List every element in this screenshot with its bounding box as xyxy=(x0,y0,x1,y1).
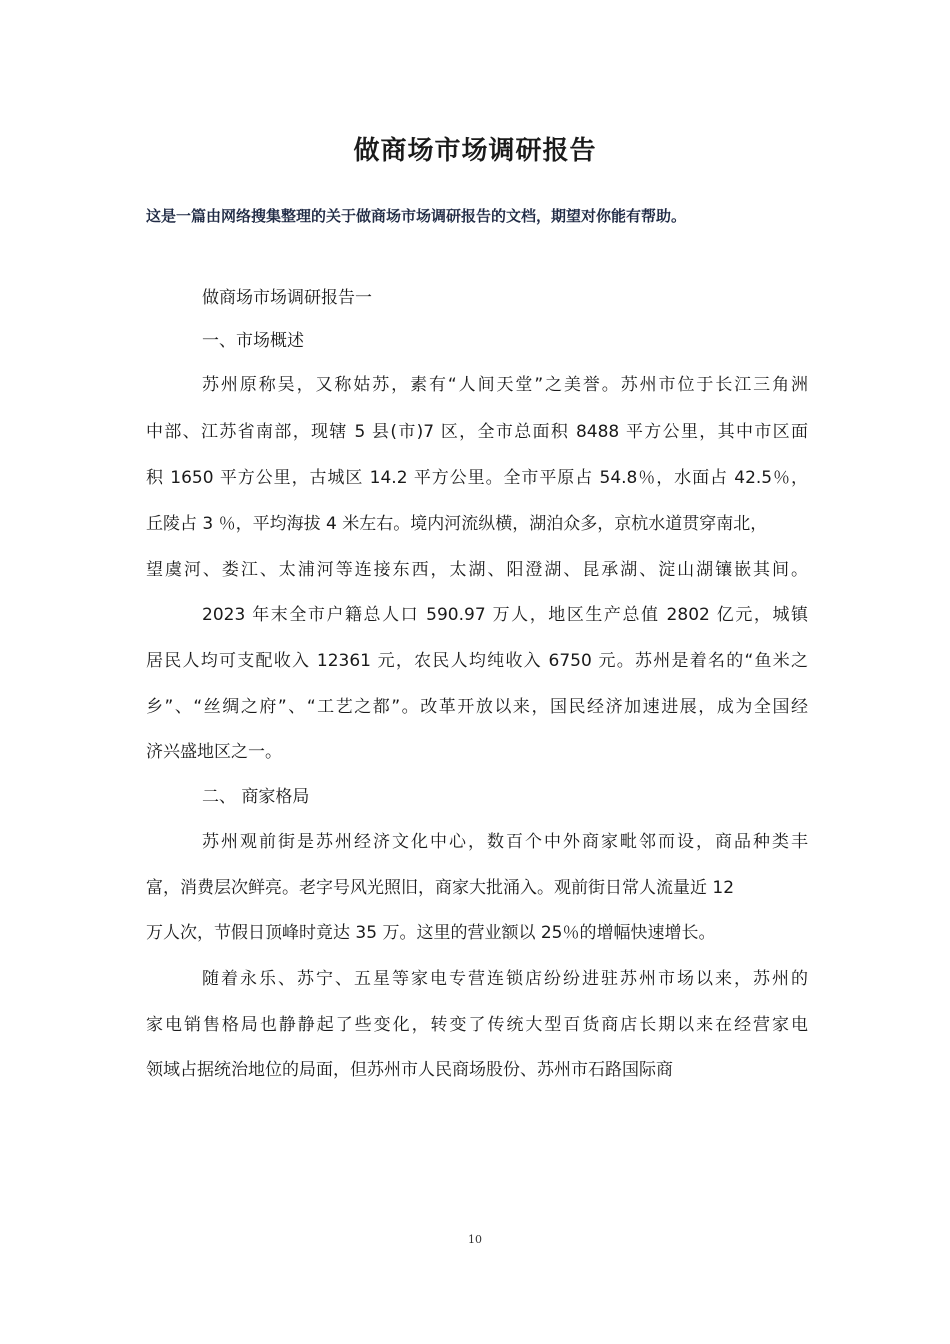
page-number: 10 xyxy=(468,1233,482,1246)
body-line: 丘陵占 3 ％，平均海拔 4 米左右。境内河流纵横，湖泊众多，京杭水道贯穿南北， xyxy=(146,514,768,534)
section-heading-overview: 一、市场概述 xyxy=(202,331,304,351)
intro-text: 这是一篇由网络搜集整理的关于做商场市场调研报告的文档，期望对你能有帮助。 xyxy=(146,207,687,225)
body-line: 积 1650 平方公里，古城区 14.2 平方公里。全市平原占 54.8％，水面占 42.5％， xyxy=(146,468,808,488)
heading-report-one: 做商场市场调研报告一 xyxy=(202,288,372,308)
body-line: 家电销售格局也静静起了些变化，转变了传统大型百货商店长期以来在经营家电 xyxy=(146,1015,808,1035)
section-heading-merchants: 二、 商家格局 xyxy=(202,787,310,807)
body-line: 富，消费层次鲜亮。老字号风光照旧，商家大批涌入。观前街日常人流量近 12 xyxy=(146,878,735,898)
body-line: 望虞河、娄江、太浦河等连接东西，太湖、阳澄湖、昆承湖、淀山湖镶嵌其间。 xyxy=(146,560,808,580)
body-line: 居民人均可支配收入 12361 元，农民人均纯收入 6750 元。苏州是着名的“鱼米之 xyxy=(146,651,808,671)
body-line: 苏州观前街是苏州经济文化中心，数百个中外商家毗邻而设，商品种类丰 xyxy=(202,832,808,852)
body-line: 2023 年末全市户籍总人口 590.97 万人，地区生产总值 2802 亿元，城镇 xyxy=(202,605,808,625)
document-title: 做商场市场调研报告 xyxy=(353,136,597,166)
body-line: 领域占据统治地位的局面，但苏州市人民商场股份、苏州市石路国际商 xyxy=(146,1060,673,1080)
body-line: 苏州原称吴，又称姑苏，素有“人间天堂”之美誉。苏州市位于长江三角洲 xyxy=(202,375,808,395)
body-line: 乡”、“丝绸之府”、“工艺之都”。改革开放以来，国民经济加速进展，成为全国经 xyxy=(146,697,808,717)
body-line: 中部、江苏省南部，现辖 5 县(市)7 区，全市总面积 8488 平方公里，其中市区面 xyxy=(146,422,808,442)
body-line: 随着永乐、苏宁、五星等家电专营连锁店纷纷进驻苏州市场以来，苏州的 xyxy=(202,969,808,989)
body-line: 济兴盛地区之一。 xyxy=(146,742,282,762)
body-line: 万人次，节假日顶峰时竟达 35 万。这里的营业额以 25％的增幅快速增长。 xyxy=(146,923,716,943)
